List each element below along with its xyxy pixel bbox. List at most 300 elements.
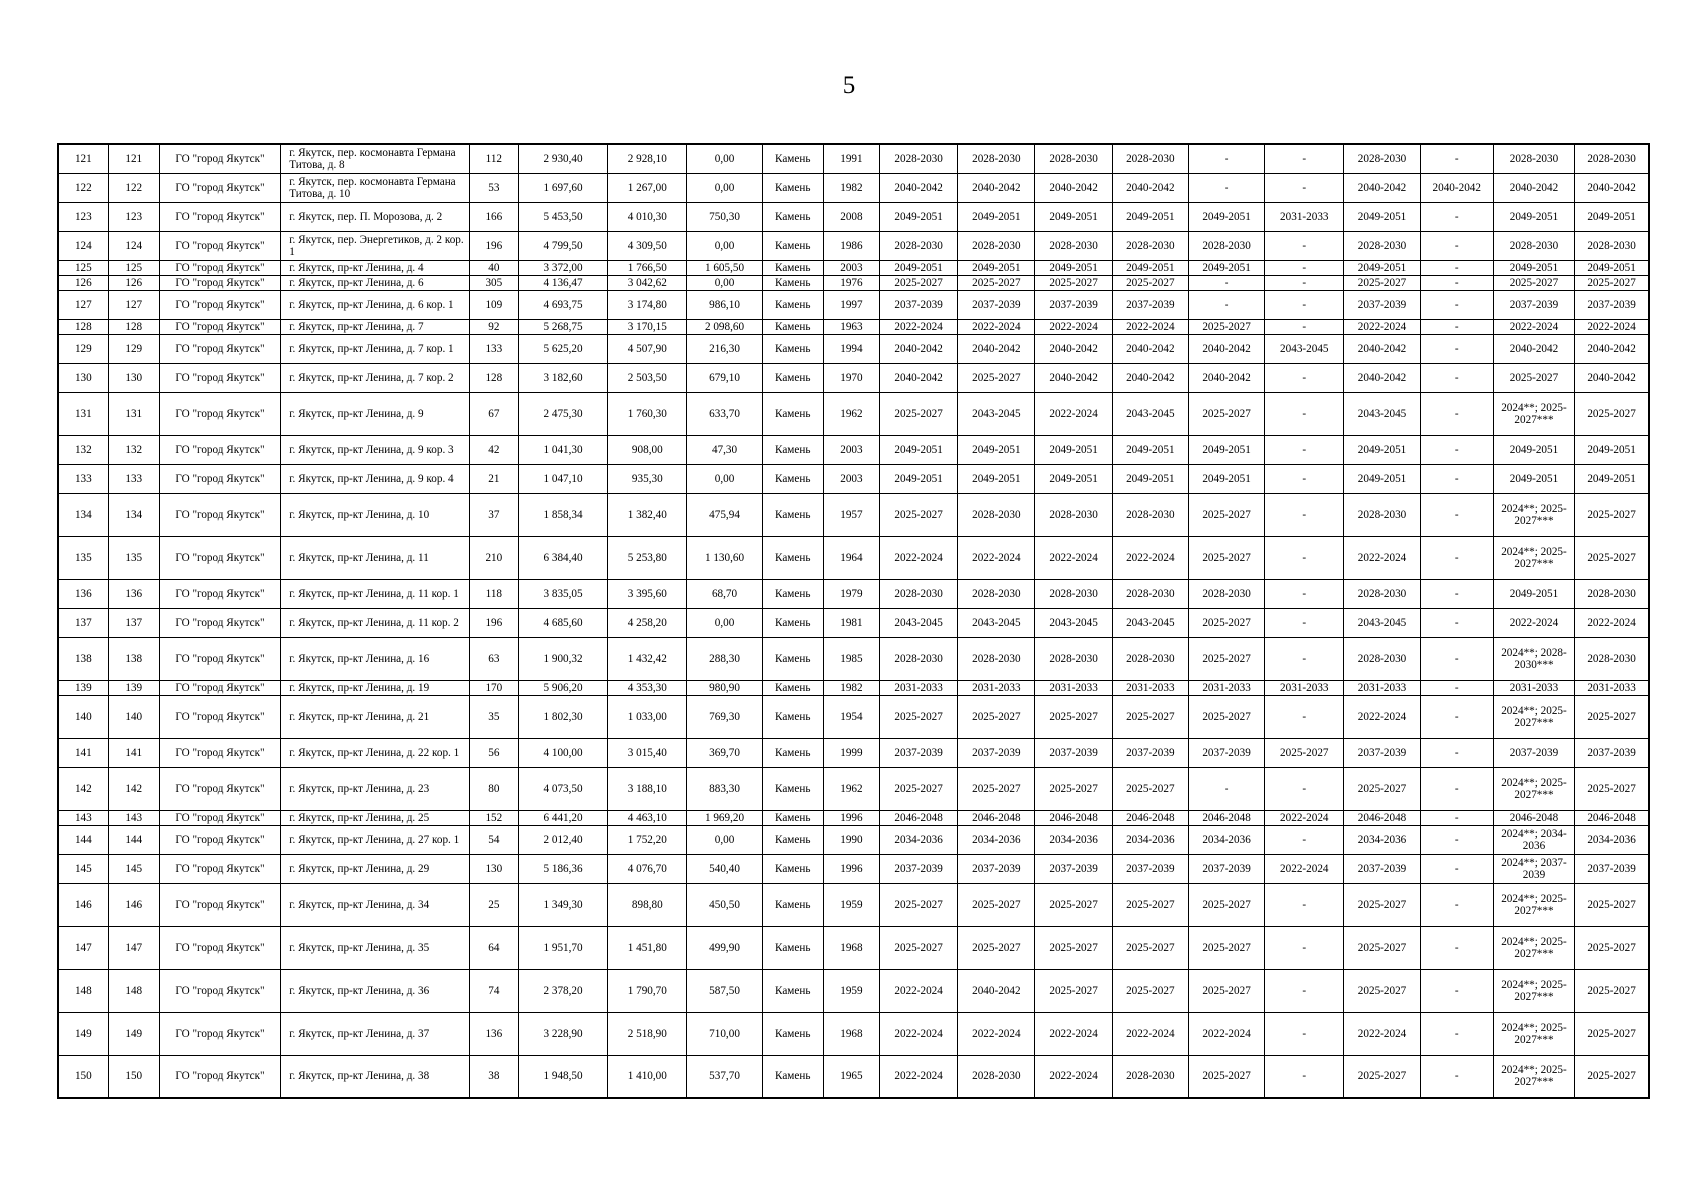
apartments-count-cell: 166 [469, 202, 518, 231]
row-number-cell: 122 [58, 173, 108, 202]
build-year-cell: 1982 [823, 173, 879, 202]
period-cell: 2028-2030 [958, 637, 1035, 680]
period-cell: 2022-2024 [1035, 1055, 1112, 1098]
apartments-count-cell: 54 [469, 825, 518, 854]
period-cell: 2022-2024 [1575, 608, 1649, 637]
period-cell: 2031-2033 [1112, 680, 1188, 695]
period-cell: - [1265, 290, 1344, 319]
housing-table-container [57, 143, 1650, 1099]
address-cell: г. Якутск, пр-кт Ленина, д. 7 кор. 1 [281, 334, 470, 363]
period-cell: - [1420, 363, 1493, 392]
period-cell: 2025-2027 [1344, 1055, 1420, 1098]
period-cell: 2022-2024 [1575, 319, 1649, 334]
registry-number-cell: 132 [108, 435, 159, 464]
wall-material-cell: Камень [762, 695, 823, 738]
period-cell: 2037-2039 [1035, 290, 1112, 319]
table-row [58, 810, 1649, 825]
nonresidential-area-cell: 1 605,50 [687, 260, 762, 275]
build-year-cell: 1965 [823, 1055, 879, 1098]
address-cell: г. Якутск, пр-кт Ленина, д. 4 [281, 260, 470, 275]
wall-material-cell: Камень [762, 637, 823, 680]
period-cell: 2049-2051 [1493, 260, 1574, 275]
row-number-cell: 125 [58, 260, 108, 275]
registry-number-cell: 146 [108, 883, 159, 926]
period-cell: - [1420, 392, 1493, 435]
wall-material-cell: Камень [762, 969, 823, 1012]
period-cell: 2025-2027 [958, 883, 1035, 926]
municipality-cell: ГО "город Якутск" [159, 464, 280, 493]
period-cell: 2040-2042 [1112, 363, 1188, 392]
wall-material-cell: Камень [762, 883, 823, 926]
build-year-cell: 1996 [823, 810, 879, 825]
nonresidential-area-cell: 587,50 [687, 969, 762, 1012]
period-cell: - [1265, 579, 1344, 608]
period-cell: 2025-2027 [880, 392, 958, 435]
period-cell: 2025-2027 [1265, 738, 1344, 767]
residential-area-cell: 1 790,70 [608, 969, 687, 1012]
residential-area-cell: 1 410,00 [608, 1055, 687, 1098]
period-cell: 2031-2033 [1265, 202, 1344, 231]
period-cell: 2028-2030 [1344, 493, 1420, 536]
address-cell: г. Якутск, пр-кт Ленина, д. 29 [281, 854, 470, 883]
period-cell: - [1265, 144, 1344, 173]
period-cell: 2046-2048 [1344, 810, 1420, 825]
period-cell: - [1420, 144, 1493, 173]
period-cell: 2028-2030 [1575, 637, 1649, 680]
residential-area-cell: 3 015,40 [608, 738, 687, 767]
period-cell: 2046-2048 [1188, 810, 1264, 825]
period-cell: 2025-2027 [958, 767, 1035, 810]
period-cell: 2025-2027 [880, 695, 958, 738]
municipality-cell: ГО "город Якутск" [159, 334, 280, 363]
period-cell: 2022-2024 [1112, 1012, 1188, 1055]
period-cell: 2049-2051 [1188, 464, 1264, 493]
nonresidential-area-cell: 369,70 [687, 738, 762, 767]
residential-area-cell: 1 432,42 [608, 637, 687, 680]
apartments-count-cell: 38 [469, 1055, 518, 1098]
period-cell: 2043-2045 [880, 608, 958, 637]
period-cell: 2022-2024 [1035, 319, 1112, 334]
apartments-count-cell: 25 [469, 883, 518, 926]
table-row [58, 290, 1649, 319]
municipality-cell: ГО "город Якутск" [159, 275, 280, 290]
period-cell: 2040-2042 [1112, 334, 1188, 363]
period-cell: 2028-2030 [1035, 144, 1112, 173]
total-area-cell: 2 930,40 [518, 144, 607, 173]
period-cell: 2024**; 2025-2027*** [1493, 392, 1574, 435]
address-cell: г. Якутск, пр-кт Ленина, д. 36 [281, 969, 470, 1012]
build-year-cell: 1985 [823, 637, 879, 680]
period-cell: 2040-2042 [1575, 173, 1649, 202]
wall-material-cell: Камень [762, 435, 823, 464]
build-year-cell: 1997 [823, 290, 879, 319]
residential-area-cell: 908,00 [608, 435, 687, 464]
registry-number-cell: 142 [108, 767, 159, 810]
period-cell: 2037-2039 [1188, 854, 1264, 883]
period-cell: 2028-2030 [958, 493, 1035, 536]
apartments-count-cell: 80 [469, 767, 518, 810]
row-number-cell: 139 [58, 680, 108, 695]
period-cell: 2037-2039 [1188, 738, 1264, 767]
address-cell: г. Якутск, пер. космонавта Германа Титова, д. 8 [281, 144, 470, 173]
total-area-cell: 1 041,30 [518, 435, 607, 464]
period-cell: 2025-2027 [1035, 883, 1112, 926]
period-cell: 2049-2051 [1344, 260, 1420, 275]
nonresidential-area-cell: 450,50 [687, 883, 762, 926]
total-area-cell: 2 475,30 [518, 392, 607, 435]
period-cell: 2025-2027 [1575, 536, 1649, 579]
address-cell: г. Якутск, пр-кт Ленина, д. 7 кор. 2 [281, 363, 470, 392]
period-cell: 2031-2033 [1188, 680, 1264, 695]
period-cell: 2025-2027 [1493, 363, 1574, 392]
period-cell: 2049-2051 [880, 260, 958, 275]
municipality-cell: ГО "город Якутск" [159, 854, 280, 883]
address-cell: г. Якутск, пр-кт Ленина, д. 37 [281, 1012, 470, 1055]
address-cell: г. Якутск, пр-кт Ленина, д. 27 кор. 1 [281, 825, 470, 854]
period-cell: 2034-2036 [1035, 825, 1112, 854]
period-cell: 2046-2048 [958, 810, 1035, 825]
period-cell: 2024**; 2025-2027*** [1493, 1055, 1574, 1098]
period-cell: 2022-2024 [1265, 854, 1344, 883]
period-cell: - [1265, 1055, 1344, 1098]
registry-number-cell: 122 [108, 173, 159, 202]
period-cell: - [1265, 608, 1344, 637]
period-cell: 2025-2027 [1112, 883, 1188, 926]
row-number-cell: 150 [58, 1055, 108, 1098]
residential-area-cell: 4 463,10 [608, 810, 687, 825]
nonresidential-area-cell: 750,30 [687, 202, 762, 231]
period-cell: 2040-2042 [880, 173, 958, 202]
period-cell: 2025-2027 [1575, 767, 1649, 810]
nonresidential-area-cell: 288,30 [687, 637, 762, 680]
period-cell: 2025-2027 [1575, 969, 1649, 1012]
period-cell: 2024**; 2025-2027*** [1493, 1012, 1574, 1055]
wall-material-cell: Камень [762, 926, 823, 969]
residential-area-cell: 4 507,90 [608, 334, 687, 363]
wall-material-cell: Камень [762, 536, 823, 579]
table-row [58, 260, 1649, 275]
period-cell: - [1265, 275, 1344, 290]
build-year-cell: 1979 [823, 579, 879, 608]
period-cell: 2025-2027 [1575, 493, 1649, 536]
apartments-count-cell: 35 [469, 695, 518, 738]
period-cell: - [1420, 260, 1493, 275]
total-area-cell: 4 685,60 [518, 608, 607, 637]
total-area-cell: 4 100,00 [518, 738, 607, 767]
wall-material-cell: Камень [762, 319, 823, 334]
municipality-cell: ГО "город Якутск" [159, 608, 280, 637]
period-cell: 2043-2045 [958, 608, 1035, 637]
residential-area-cell: 4 353,30 [608, 680, 687, 695]
period-cell: 2022-2024 [1344, 1012, 1420, 1055]
period-cell: 2046-2048 [1575, 810, 1649, 825]
period-cell: 2022-2024 [880, 1012, 958, 1055]
period-cell: 2049-2051 [1035, 202, 1112, 231]
period-cell: 2028-2030 [1112, 579, 1188, 608]
period-cell: - [1420, 854, 1493, 883]
period-cell: 2040-2042 [1035, 363, 1112, 392]
period-cell: 2037-2039 [1112, 290, 1188, 319]
period-cell: 2024**; 2025-2027*** [1493, 883, 1574, 926]
wall-material-cell: Камень [762, 290, 823, 319]
period-cell: - [1420, 493, 1493, 536]
period-cell: 2049-2051 [1575, 260, 1649, 275]
build-year-cell: 1962 [823, 392, 879, 435]
housing-table [57, 143, 1650, 1099]
period-cell: 2049-2051 [880, 435, 958, 464]
registry-number-cell: 141 [108, 738, 159, 767]
period-cell: - [1420, 825, 1493, 854]
period-cell: 2028-2030 [880, 144, 958, 173]
period-cell: 2022-2024 [958, 319, 1035, 334]
period-cell: 2028-2030 [958, 1055, 1035, 1098]
wall-material-cell: Камень [762, 767, 823, 810]
period-cell: 2022-2024 [1112, 319, 1188, 334]
period-cell: 2028-2030 [1112, 144, 1188, 173]
row-number-cell: 132 [58, 435, 108, 464]
period-cell: 2024**; 2034-2036 [1493, 825, 1574, 854]
period-cell: 2025-2027 [1575, 695, 1649, 738]
address-cell: г. Якутск, пр-кт Ленина, д. 38 [281, 1055, 470, 1098]
apartments-count-cell: 170 [469, 680, 518, 695]
table-row [58, 392, 1649, 435]
period-cell: - [1420, 926, 1493, 969]
period-cell: 2025-2027 [1344, 969, 1420, 1012]
period-cell: 2049-2051 [958, 202, 1035, 231]
period-cell: 2049-2051 [1493, 464, 1574, 493]
address-cell: г. Якутск, пр-кт Ленина, д. 35 [281, 926, 470, 969]
apartments-count-cell: 40 [469, 260, 518, 275]
table-row [58, 202, 1649, 231]
apartments-count-cell: 56 [469, 738, 518, 767]
period-cell: 2040-2042 [1575, 334, 1649, 363]
registry-number-cell: 123 [108, 202, 159, 231]
address-cell: г. Якутск, пр-кт Ленина, д. 11 кор. 1 [281, 579, 470, 608]
build-year-cell: 2008 [823, 202, 879, 231]
period-cell: 2037-2039 [1112, 854, 1188, 883]
nonresidential-area-cell: 540,40 [687, 854, 762, 883]
nonresidential-area-cell: 216,30 [687, 334, 762, 363]
apartments-count-cell: 37 [469, 493, 518, 536]
residential-area-cell: 1 451,80 [608, 926, 687, 969]
period-cell: 2025-2027 [1035, 275, 1112, 290]
period-cell: 2025-2027 [1188, 493, 1264, 536]
address-cell: г. Якутск, пр-кт Ленина, д. 6 кор. 1 [281, 290, 470, 319]
period-cell: - [1420, 608, 1493, 637]
period-cell: 2040-2042 [1344, 173, 1420, 202]
period-cell: 2040-2042 [1344, 334, 1420, 363]
municipality-cell: ГО "город Якутск" [159, 767, 280, 810]
period-cell: - [1265, 825, 1344, 854]
row-number-cell: 127 [58, 290, 108, 319]
registry-number-cell: 133 [108, 464, 159, 493]
municipality-cell: ГО "город Якутск" [159, 231, 280, 260]
total-area-cell: 4 693,75 [518, 290, 607, 319]
address-cell: г. Якутск, пер. П. Морозова, д. 2 [281, 202, 470, 231]
period-cell: 2025-2027 [1112, 275, 1188, 290]
row-number-cell: 124 [58, 231, 108, 260]
period-cell: 2024**; 2025-2027*** [1493, 695, 1574, 738]
row-number-cell: 142 [58, 767, 108, 810]
apartments-count-cell: 210 [469, 536, 518, 579]
wall-material-cell: Камень [762, 173, 823, 202]
address-cell: г. Якутск, пр-кт Ленина, д. 6 [281, 275, 470, 290]
wall-material-cell: Камень [762, 738, 823, 767]
total-area-cell: 6 384,40 [518, 536, 607, 579]
period-cell: 2037-2039 [1575, 854, 1649, 883]
wall-material-cell: Камень [762, 334, 823, 363]
wall-material-cell: Камень [762, 392, 823, 435]
apartments-count-cell: 109 [469, 290, 518, 319]
period-cell: - [1265, 1012, 1344, 1055]
period-cell: 2024**; 2025-2027*** [1493, 926, 1574, 969]
period-cell: - [1265, 173, 1344, 202]
row-number-cell: 144 [58, 825, 108, 854]
apartments-count-cell: 152 [469, 810, 518, 825]
registry-number-cell: 137 [108, 608, 159, 637]
total-area-cell: 3 372,00 [518, 260, 607, 275]
period-cell: 2049-2051 [1112, 435, 1188, 464]
build-year-cell: 1968 [823, 926, 879, 969]
residential-area-cell: 3 170,15 [608, 319, 687, 334]
period-cell: 2025-2027 [1188, 883, 1264, 926]
municipality-cell: ГО "город Якутск" [159, 637, 280, 680]
period-cell: 2025-2027 [1575, 275, 1649, 290]
apartments-count-cell: 130 [469, 854, 518, 883]
period-cell: 2049-2051 [1112, 202, 1188, 231]
address-cell: г. Якутск, пр-кт Ленина, д. 16 [281, 637, 470, 680]
period-cell: 2046-2048 [880, 810, 958, 825]
period-cell: 2025-2027 [880, 767, 958, 810]
build-year-cell: 1963 [823, 319, 879, 334]
row-number-cell: 140 [58, 695, 108, 738]
address-cell: г. Якутск, пр-кт Ленина, д. 25 [281, 810, 470, 825]
address-cell: г. Якутск, пр-кт Ленина, д. 11 кор. 2 [281, 608, 470, 637]
period-cell: 2028-2030 [1188, 231, 1264, 260]
row-number-cell: 131 [58, 392, 108, 435]
period-cell: 2049-2051 [1188, 260, 1264, 275]
period-cell: 2025-2027 [1188, 926, 1264, 969]
build-year-cell: 1968 [823, 1012, 879, 1055]
period-cell: 2025-2027 [958, 275, 1035, 290]
period-cell: 2040-2042 [1344, 363, 1420, 392]
period-cell: 2037-2039 [1575, 738, 1649, 767]
period-cell: 2025-2027 [1188, 969, 1264, 1012]
period-cell: 2028-2030 [880, 579, 958, 608]
period-cell: 2025-2027 [1035, 969, 1112, 1012]
period-cell: 2025-2027 [1344, 883, 1420, 926]
period-cell: 2022-2024 [1112, 536, 1188, 579]
period-cell: 2037-2039 [880, 854, 958, 883]
municipality-cell: ГО "город Якутск" [159, 319, 280, 334]
period-cell: 2037-2039 [1493, 738, 1574, 767]
table-row [58, 680, 1649, 695]
period-cell: - [1265, 435, 1344, 464]
period-cell: 2025-2027 [958, 926, 1035, 969]
period-cell: 2040-2042 [958, 334, 1035, 363]
period-cell: - [1420, 275, 1493, 290]
period-cell: - [1265, 319, 1344, 334]
nonresidential-area-cell: 68,70 [687, 579, 762, 608]
municipality-cell: ГО "город Якутск" [159, 695, 280, 738]
table-row [58, 319, 1649, 334]
total-area-cell: 1 697,60 [518, 173, 607, 202]
build-year-cell: 1970 [823, 363, 879, 392]
period-cell: - [1188, 290, 1264, 319]
period-cell: - [1265, 695, 1344, 738]
period-cell: 2025-2027 [1188, 1055, 1264, 1098]
municipality-cell: ГО "город Якутск" [159, 290, 280, 319]
apartments-count-cell: 63 [469, 637, 518, 680]
total-area-cell: 1 047,10 [518, 464, 607, 493]
total-area-cell: 3 228,90 [518, 1012, 607, 1055]
total-area-cell: 3 835,05 [518, 579, 607, 608]
wall-material-cell: Камень [762, 231, 823, 260]
municipality-cell: ГО "город Якутск" [159, 173, 280, 202]
address-cell: г. Якутск, пр-кт Ленина, д. 34 [281, 883, 470, 926]
period-cell: 2043-2045 [1112, 608, 1188, 637]
row-number-cell: 121 [58, 144, 108, 173]
period-cell: - [1420, 969, 1493, 1012]
period-cell: 2049-2051 [1035, 435, 1112, 464]
total-area-cell: 1 900,32 [518, 637, 607, 680]
period-cell: 2022-2024 [880, 536, 958, 579]
municipality-cell: ГО "город Якутск" [159, 825, 280, 854]
period-cell: 2037-2039 [1035, 738, 1112, 767]
period-cell: 2025-2027 [1035, 695, 1112, 738]
row-number-cell: 143 [58, 810, 108, 825]
period-cell: - [1420, 637, 1493, 680]
period-cell: 2043-2045 [1265, 334, 1344, 363]
period-cell: 2037-2039 [880, 290, 958, 319]
build-year-cell: 1991 [823, 144, 879, 173]
residential-area-cell: 1 766,50 [608, 260, 687, 275]
residential-area-cell: 935,30 [608, 464, 687, 493]
table-row [58, 536, 1649, 579]
period-cell: 2040-2042 [1188, 363, 1264, 392]
build-year-cell: 2003 [823, 464, 879, 493]
residential-area-cell: 1 760,30 [608, 392, 687, 435]
residential-area-cell: 1 267,00 [608, 173, 687, 202]
period-cell: 2034-2036 [1344, 825, 1420, 854]
municipality-cell: ГО "город Якутск" [159, 680, 280, 695]
period-cell: - [1420, 1012, 1493, 1055]
total-area-cell: 2 378,20 [518, 969, 607, 1012]
period-cell: - [1265, 260, 1344, 275]
table-row [58, 1012, 1649, 1055]
address-cell: г. Якутск, пр-кт Ленина, д. 9 кор. 4 [281, 464, 470, 493]
period-cell: 2049-2051 [1188, 435, 1264, 464]
nonresidential-area-cell: 710,00 [687, 1012, 762, 1055]
total-area-cell: 4 073,50 [518, 767, 607, 810]
period-cell: 2028-2030 [1035, 579, 1112, 608]
build-year-cell: 1996 [823, 854, 879, 883]
period-cell: - [1420, 810, 1493, 825]
period-cell: - [1265, 231, 1344, 260]
municipality-cell: ГО "город Якутск" [159, 493, 280, 536]
period-cell: 2028-2030 [1493, 144, 1574, 173]
period-cell: 2022-2024 [1493, 608, 1574, 637]
nonresidential-area-cell: 980,90 [687, 680, 762, 695]
period-cell: 2028-2030 [1112, 1055, 1188, 1098]
period-cell: 2025-2027 [880, 883, 958, 926]
period-cell: 2037-2039 [958, 738, 1035, 767]
total-area-cell: 5 453,50 [518, 202, 607, 231]
table-row [58, 969, 1649, 1012]
period-cell: - [1265, 926, 1344, 969]
wall-material-cell: Камень [762, 854, 823, 883]
period-cell: 2022-2024 [958, 1012, 1035, 1055]
